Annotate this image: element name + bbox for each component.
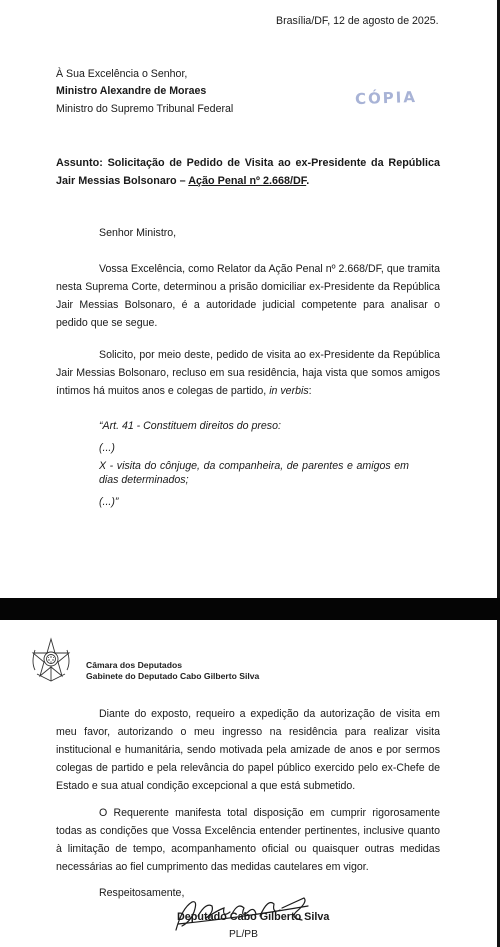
closing: Respeitosamente, [99,887,185,899]
signer-party: PL/PB [229,929,258,940]
paragraph-4: O Requerente manifesta total disposição em cumprir rigorosamente todas as condições que Vossa Excelência entender pertinentes, inclusive quanto à limitação de tempo, acompanhamento oficial ou quaisquer outras medidas necessárias ao fiel cumprimento das medidas cautelares em vigor. [56,807,440,873]
header-office: Gabinete do Deputado Cabo Gilberto Silva [86,671,260,681]
subject-label: Assunto: [56,157,103,169]
quote-line-1: “Art. 41 - Constituem direitos do preso: [99,420,281,432]
coat-of-arms-icon [27,636,75,684]
paragraph-2-in-verbis: in verbis [269,385,309,397]
paragraph-2-main: Solicito, por meio deste, pedido de visita ao ex-Presidente da República Jair Messias Bolsonaro, recluso em sua residência, haja vista que somos amigos íntimos há muitos anos e colegas de partido, [56,349,440,397]
paragraph-2 [56,346,440,400]
paragraph-3: Diante do exposto, requeiro a expedição da autorização de visita em meu favor, autorizando o meu ingresso na residência para realizar visita institucional e humanitária, sendo motivada pela amizade de anos e por sermos colegas de partido e pela relevância do papel público exercido pelo ex-Chefe de Estado e sua atual condição excepcional a que está submetido. [56,708,440,792]
date-line: Brasília/DF, 12 de agosto de 2025. [276,15,439,27]
recipient-salutation: À Sua Excelência o Senhor, [56,68,188,80]
greeting: Senhor Ministro, [99,227,177,239]
quote-line-2: (...) [99,442,115,454]
subject-line [56,154,440,190]
subject-text: Solicitação de Pedido de Visita ao ex-Presidente da República Jair Messias Bolsonaro – [56,157,441,187]
signer-name: Deputado Cabo Gilberto Silva [177,911,330,923]
recipient-name: Ministro Alexandre de Moraes [56,85,207,97]
quote-line-4: (...)” [99,496,119,508]
paragraph-1: Vossa Excelência, como Relator da Ação Penal nº 2.668/DF, que tramita nesta Suprema Corte, determinou a prisão domiciliar ex-Presidente da República Jair Messias Bolsonaro, é a autoridade judicial competente para analisar o pedido que se segue. [56,263,440,329]
copy-stamp: CÓPIA [354,87,418,109]
letter-page-2 [0,620,500,947]
subject-end: . [306,175,310,187]
paragraph-2-end: : [308,385,312,397]
quote-line-3: X - visita do cônjuge, da companheira, de parentes e amigos em dias determinados; [99,460,409,486]
subject-case-number: Ação Penal nº 2.668/DF [188,175,307,187]
header-org: Câmara dos Deputados [86,660,182,670]
recipient-title: Ministro do Supremo Tribunal Federal [56,103,234,115]
page-divider [0,598,500,620]
